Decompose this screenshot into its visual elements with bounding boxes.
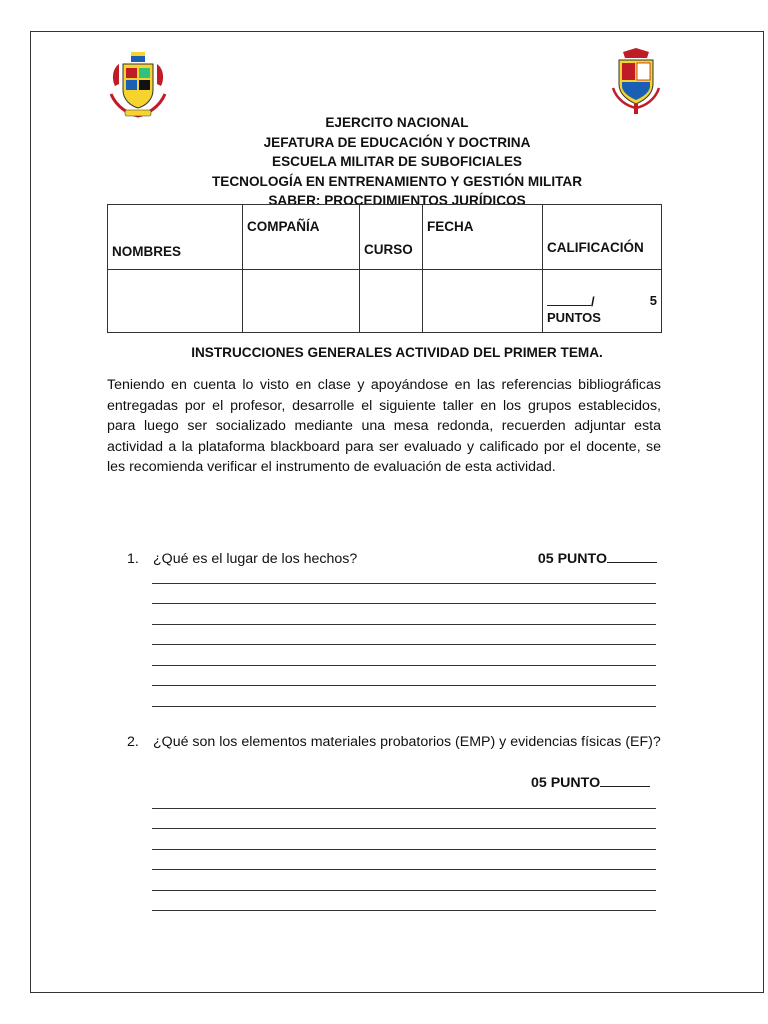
question-points (531, 773, 650, 791)
answer-line[interactable] (152, 644, 656, 645)
answer-line[interactable] (152, 685, 656, 686)
header-line-4: TECNOLOGÍA EN ENTRENAMIENTO Y GESTIÓN MILITAR (211, 173, 583, 189)
answer-line[interactable] (152, 849, 656, 850)
nombres-field[interactable] (108, 270, 243, 333)
calificacion-field[interactable] (543, 270, 662, 333)
header-line-3: ESCUELA MILITAR DE SUBOFICIALES (272, 154, 522, 170)
header-line-1: EJERCITO NACIONAL (325, 115, 469, 130)
section-title: INSTRUCCIONES GENERALES ACTIVIDAD DEL PRIMER TEMA. (191, 345, 603, 360)
answer-line[interactable] (152, 828, 656, 829)
header-compania: COMPAÑÍA (243, 205, 360, 270)
points-blank (607, 549, 657, 563)
school-crest-icon (109, 50, 167, 120)
answer-line[interactable] (152, 583, 656, 584)
table-entry-row (108, 270, 662, 333)
header-curso: CURSO (360, 205, 423, 270)
header-line-5: SABER: PROCEDIMIENTOS JURÍDICOS (268, 193, 526, 209)
student-info-table (107, 204, 662, 333)
question-1 (127, 549, 657, 569)
question-text: ¿Qué es el lugar de los hechos? (153, 551, 358, 567)
score-unit: PUNTOS (547, 310, 601, 325)
question-number: 1. (127, 551, 139, 567)
header-fecha: FECHA (423, 205, 543, 270)
document-page (30, 31, 764, 993)
score-max: 5 (649, 293, 657, 308)
points-label: 05 PUNTO (537, 551, 607, 567)
question-points (538, 549, 657, 569)
header-line-2: JEFATURA DE EDUCACIÓN Y DOCTRINA (263, 134, 531, 150)
points-label: 05 PUNTO (531, 775, 601, 791)
instructions-paragraph: Teniendo en cuenta lo visto en clase y apoyándose en las referencias bibliográficas entregadas por el profesor, desarrolle el siguiente taller en los grupos establecidos, para luego ser socializado mediante una mesa redonda, recuerden adjuntar esta actividad a la plataforma blackboard para ser evaluado y calificado por el docente, se les recomienda verificar el instrumento de evaluación de esta actividad. (107, 377, 661, 475)
header-calificacion: CALIFICACIÓN (543, 205, 662, 270)
curso-field[interactable] (360, 270, 423, 333)
compania-field[interactable] (243, 270, 360, 333)
answer-line[interactable] (152, 808, 656, 809)
points-blank (600, 773, 650, 787)
answer-line[interactable] (152, 910, 656, 911)
fecha-field[interactable] (423, 270, 543, 333)
answer-line[interactable] (152, 665, 656, 666)
answer-line[interactable] (152, 706, 656, 707)
score-separator: / (591, 294, 595, 309)
answer-line[interactable] (152, 869, 656, 870)
answer-line[interactable] (152, 624, 656, 625)
document-header (31, 113, 763, 211)
score-row (547, 293, 657, 310)
table-header-row (108, 205, 662, 270)
score-blank (547, 293, 591, 306)
answer-line[interactable] (152, 890, 656, 891)
header-nombres: NOMBRES (108, 205, 243, 270)
question-number: 2. (127, 734, 139, 750)
answer-line[interactable] (152, 603, 656, 604)
question-2 (127, 732, 661, 752)
army-shield-icon (611, 48, 661, 116)
question-text: ¿Qué son los elementos materiales probatorios (EMP) y evidencias físicas (EF)? (153, 734, 661, 750)
